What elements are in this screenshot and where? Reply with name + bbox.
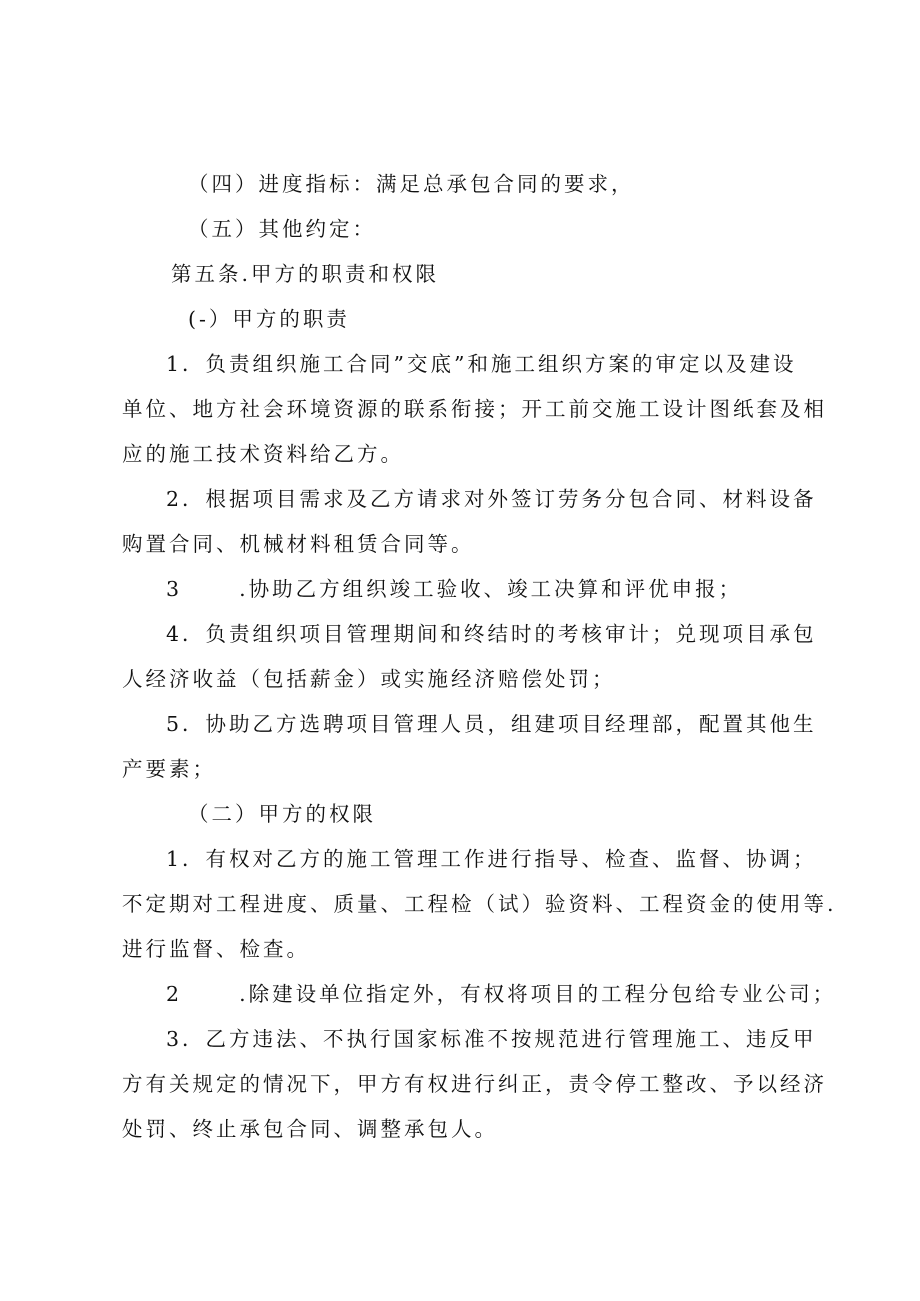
duty-4-line-2: 人经济收益（包括薪金）或实施经济赔偿处罚； bbox=[122, 667, 616, 691]
duty-1-line-1: 1．负责组织施工合同”交底”和施工组织方案的审定以及建设 bbox=[166, 352, 797, 376]
right-3-line-2: 方有关规定的情况下，甲方有权进行纠正，责令停工整改、予以经济 bbox=[122, 1072, 827, 1096]
right-3-line-3: 处罚、终止承包合同、调整承包人。 bbox=[122, 1117, 498, 1141]
right-2-line-1: 2 .除建设单位指定外，有权将项目的工程分包给专业公司； bbox=[166, 982, 837, 1006]
other-agreement-line: （五）其他约定： bbox=[188, 217, 376, 241]
duty-2-line-1: 2．根据项目需求及乙方请求对外签订劳务分包合同、材料设备 bbox=[166, 487, 817, 511]
party-a-duties-heading: (-）甲方的职责 bbox=[188, 307, 350, 331]
right-3-line-1: 3．乙方违法、不执行国家标准不按规范进行管理施工、违反甲 bbox=[166, 1027, 817, 1051]
duty-4-line-1: 4．负责组织项目管理期间和终结时的考核审计；兑现项目承包 bbox=[166, 622, 817, 646]
duty-5-line-1: 5．协助乙方选聘项目管理人员，组建项目经理部，配置其他生 bbox=[166, 712, 817, 736]
right-1-line-1: 1．有权对乙方的施工管理工作进行指导、检查、监督、协调； bbox=[166, 847, 817, 871]
duty-5-line-2: 产要素； bbox=[122, 757, 216, 781]
duty-3-line-1: 3 .协助乙方组织竣工验收、竣工决算和评优申报； bbox=[166, 577, 743, 601]
duty-2-line-2: 购置合同、机械材料租赁合同等。 bbox=[122, 532, 475, 556]
right-1-line-2: 不定期对工程进度、质量、工程检（试）验资料、工程资金的使用等. bbox=[122, 892, 837, 916]
duty-1-line-3: 应的施工技术资料给乙方。 bbox=[122, 442, 404, 466]
duty-1-line-2: 单位、地方社会环境资源的联系衔接；开工前交施工设计图纸套及相 bbox=[122, 397, 827, 421]
right-1-line-3: 进行监督、检查。 bbox=[122, 937, 310, 961]
progress-indicator-line: （四）进度指标：满足总承包合同的要求， bbox=[188, 172, 635, 196]
article-five-heading: 第五条.甲方的职责和权限 bbox=[171, 262, 440, 286]
party-a-rights-heading: （二）甲方的权限 bbox=[188, 802, 376, 826]
